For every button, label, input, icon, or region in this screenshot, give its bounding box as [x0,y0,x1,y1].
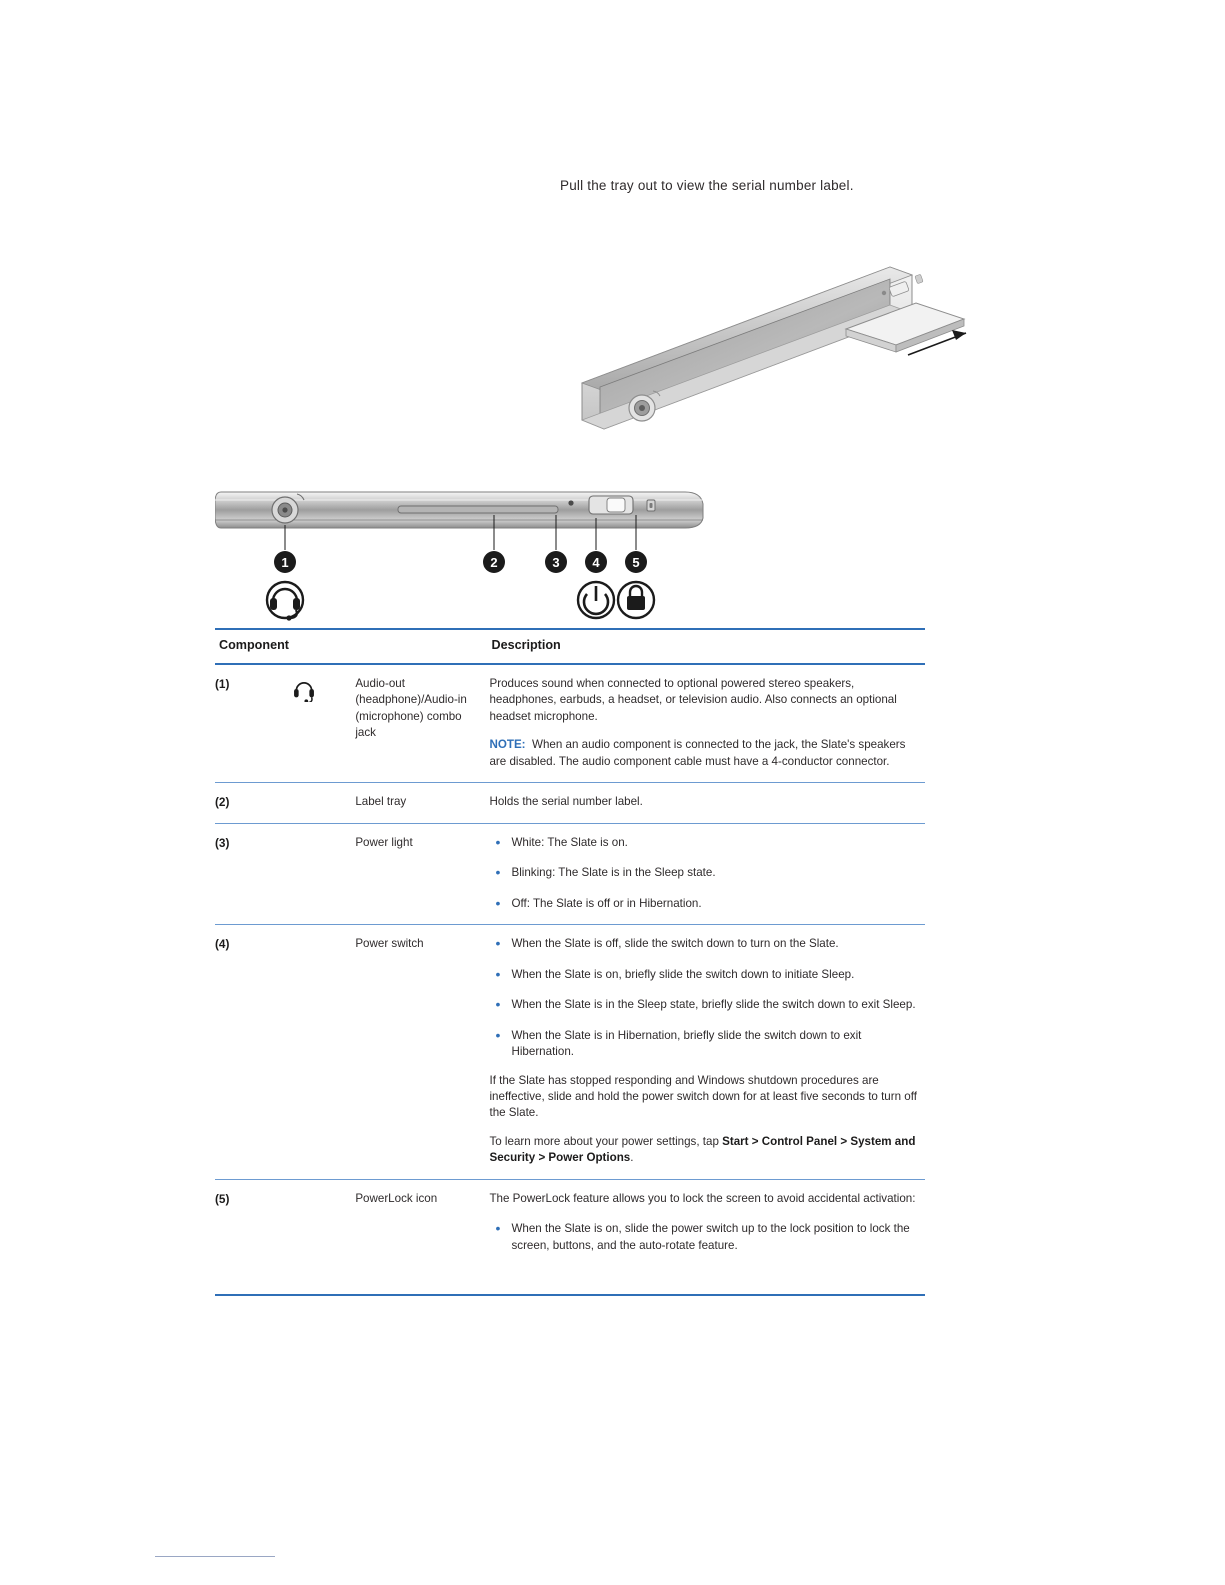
row-number: (3) [215,823,291,924]
row-icon-cell [291,783,355,824]
row-description [489,925,925,1180]
header-description: Description [489,630,925,664]
svg-text:4: 4 [592,555,600,570]
list-item: • When the Slate is off, slide the switch down to turn on the Slate. [489,936,919,952]
row-description [489,1179,925,1266]
row-component-name: PowerLock icon [355,1191,438,1205]
note-text: When an audio component is connected to the jack, the Slate's speakers are disabled. The audio component cable must have a 4-conductor connector. [489,738,906,768]
row-icon-cell [291,1179,355,1266]
callout-bullets [274,551,647,573]
table-row [215,1179,925,1266]
edge-power-light [568,500,573,505]
list-item: • Off: The Slate is off or in Hibernation. [489,896,919,912]
row-description-main: The PowerLock feature allows you to lock the screen to avoid accidental activation: [489,1191,916,1205]
note-label: NOTE: [489,738,526,752]
footer-divider [155,1556,275,1557]
power-settings-path: Start > Control Panel > System and Security > Power Options [489,1134,916,1165]
edge-power-switch [589,496,633,514]
power-icon [578,582,614,618]
row-bullet-list [489,1221,919,1254]
list-item: • When the Slate is on, slide the power switch up to the lock position to lock the screen, buttons, and the auto-rotate feature. [489,1221,919,1254]
table-row [215,783,925,824]
row-description: Holds the serial number label. [489,783,925,824]
row-component-name: Audio-out (headphone)/Audio-in (microphone) combo jack [355,664,489,783]
lock-icon [618,582,654,618]
slate-edge-illustration [215,470,715,630]
row-bullet-list [489,936,919,1060]
row-power-settings-text [489,1134,919,1167]
svg-text:5: 5 [632,555,640,570]
row-after-text: If the Slate has stopped responding and Windows shutdown procedures are ineffective, slide and hold the power switch down for at least five seconds to turn off the Slate. [489,1073,917,1120]
table-bottom-rule [215,1294,925,1296]
list-item: • Blinking: The Slate is in the Sleep state. [489,865,919,881]
header-component: Component [215,630,291,664]
edge-label-tray-slot [398,506,558,513]
row-number: (2) [215,783,291,824]
row-note [489,737,919,770]
svg-text:2: 2 [490,555,498,570]
list-item: • White: The Slate is on. [489,835,919,851]
row-icon-cell [291,664,355,783]
row-description-main: Produces sound when connected to optional powered stereo speakers, headphones, earbuds, a headset, or television audio. Also connects an optional headset microphone. [489,676,897,723]
row-icon-cell [291,925,355,1180]
headset-icon [291,676,317,702]
row-number: (1) [215,664,291,783]
table-header-row [215,630,925,664]
power-settings-pre: To learn more about your power settings, tap [489,1134,723,1148]
components-table [215,628,925,1266]
svg-text:3: 3 [552,555,560,570]
headset-icon [267,582,303,621]
row-component-name: Power light [355,823,489,924]
callout-symbols [267,582,654,621]
row-icon-cell [291,823,355,924]
row-description [489,823,925,924]
table-row [215,925,925,1180]
table-row [215,823,925,924]
table-body [215,664,925,1266]
power-settings-post: . [630,1151,634,1165]
row-description [489,664,925,783]
row-component-name: Power switch [355,925,489,1180]
row-number: (4) [215,925,291,1180]
list-item: • When the Slate is in Hibernation, briefly slide the switch down to exit Hibernation. [489,1028,919,1061]
list-item: • When the Slate is on, briefly slide the switch down to initiate Sleep. [489,967,919,983]
row-number: (5) [215,1191,230,1206]
table-head [215,629,925,664]
row-bullet-list [489,835,919,912]
table-row [215,664,925,783]
list-item: • When the Slate is in the Sleep state, briefly slide the switch down to exit Sleep. [489,997,919,1013]
slate-tray-illustration [560,215,990,445]
header-icon-spacer [291,630,355,664]
header-name-spacer [355,630,489,664]
row-component-name: Label tray [355,783,489,824]
edge-powerlock-slot [647,500,655,511]
intro-caption: Pull the tray out to view the serial number label. [560,178,854,193]
svg-text:1: 1 [281,555,289,570]
